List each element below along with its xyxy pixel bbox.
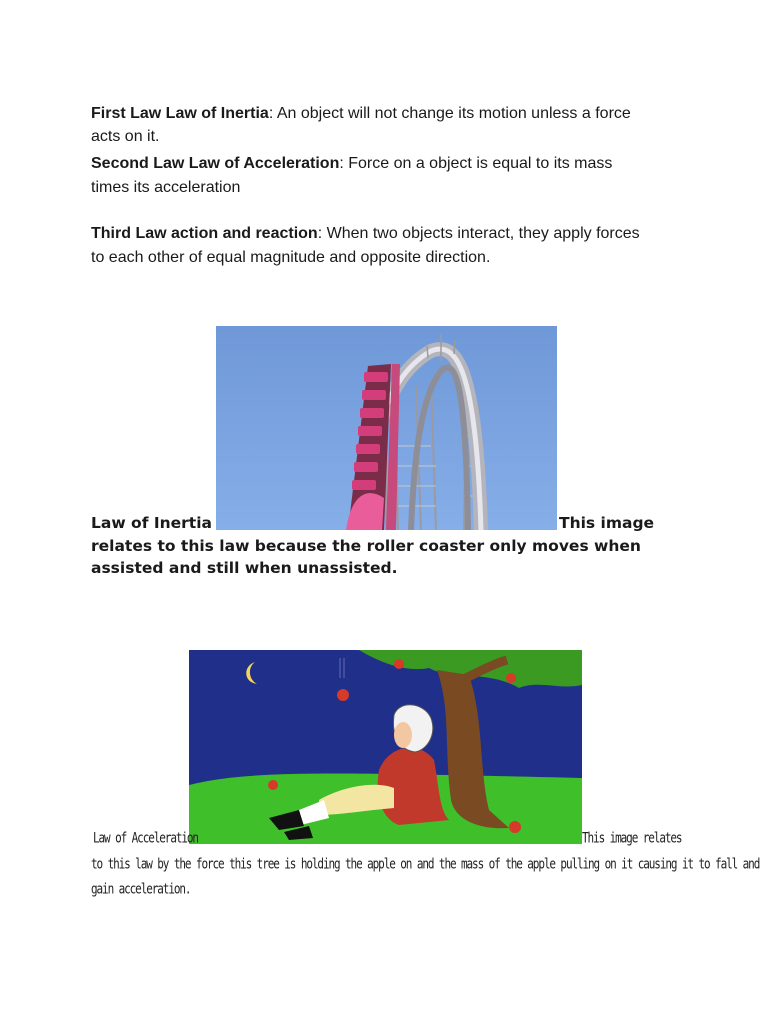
third-law-title: Third Law action and reaction <box>91 225 318 242</box>
third-law-text-cont: to each other of equal magnitude and opposite direction. <box>91 249 491 266</box>
apple-tree-image <box>189 650 582 844</box>
inertia-caption-line: assisted and still when unassisted. <box>91 559 398 577</box>
third-law-text: : When two objects interact, they apply forces <box>317 225 640 242</box>
second-law-title: Second Law Law of Acceleration <box>91 155 340 172</box>
first-law-text-cont: acts on it. <box>91 128 160 145</box>
inertia-caption-line: relates to this law because the roller coaster only moves when <box>91 537 641 555</box>
second-law-text: : Force on a object is equal to its mass <box>339 155 613 172</box>
acceleration-label: Law of Acceleration <box>93 830 198 847</box>
inertia-caption-start: This image <box>559 514 655 532</box>
first-law-title: First Law Law of Inertia <box>91 105 269 122</box>
second-law-text-cont: times its acceleration <box>91 179 241 196</box>
first-law-paragraph <box>91 102 691 148</box>
first-law-text: : An object will not change its motion unless a force <box>268 105 631 122</box>
third-law-paragraph <box>91 222 691 270</box>
inertia-label: Law of Inertia <box>91 514 212 532</box>
acceleration-caption-start: This image relates <box>582 830 682 847</box>
acceleration-caption-line: to this law by the force this tree is holding the apple on and the mass of the apple pulling on it causing it to fall and <box>91 856 760 873</box>
roller-coaster-image <box>216 326 557 530</box>
second-law-paragraph <box>91 152 691 200</box>
acceleration-caption-line: gain acceleration. <box>91 881 191 898</box>
